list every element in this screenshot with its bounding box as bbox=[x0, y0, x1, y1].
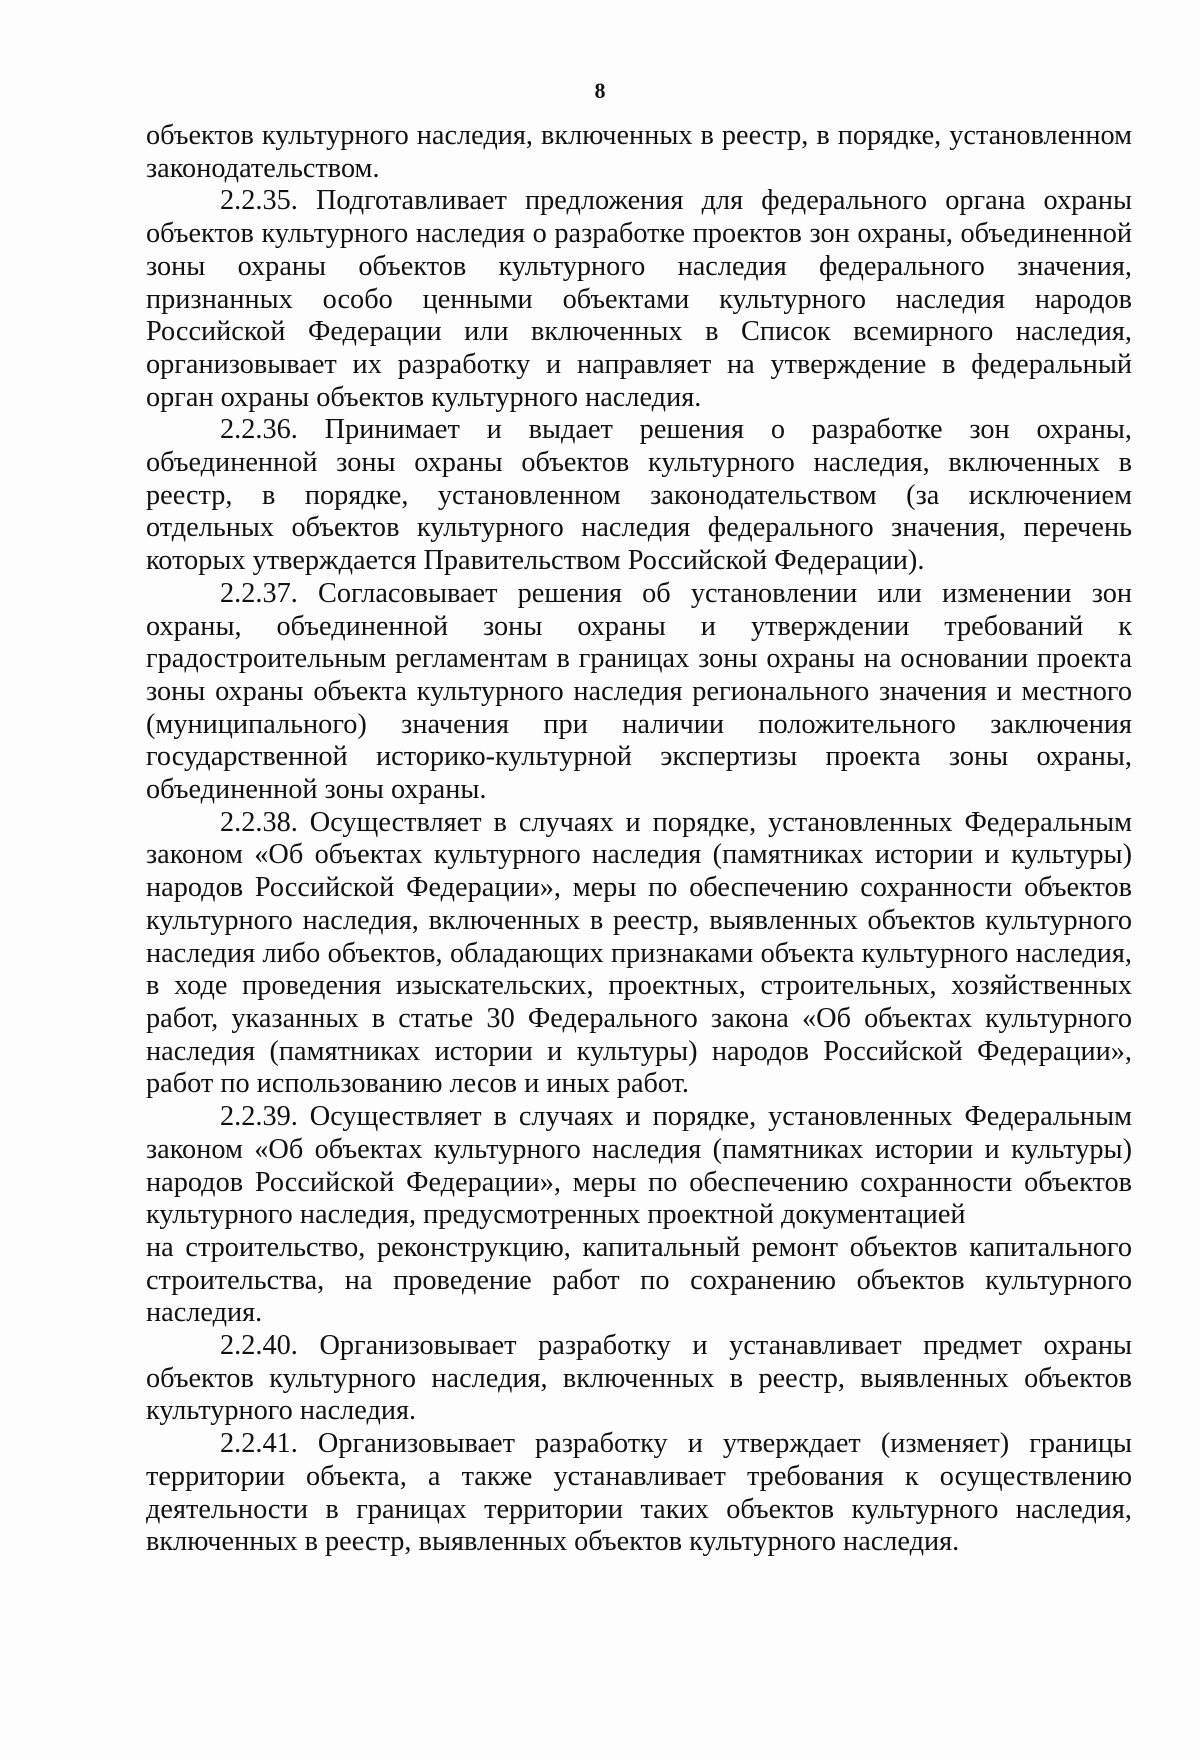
paragraph-number: 2.2.37. bbox=[220, 577, 298, 609]
paragraph-text: Организовывает разработку и устанавливает предмет охраны объектов культурного наследия, включенных в реестр, выявленных объектов культурного наследия. bbox=[146, 1330, 1132, 1427]
document-body bbox=[146, 120, 1132, 1559]
paragraph-2-2-36 bbox=[146, 414, 1132, 578]
paragraph-number: 2.2.36. bbox=[220, 414, 298, 446]
paragraph-text: Подготавливает предложения для федерального органа охраны объектов культурного наследия о разработке проектов зон охраны, объединенной зоны охраны объектов культурного наследия федерального значения, признанных особо ценными объектами культурного наследия народов Российской Федерации или включенных в Список всемирного наследия, организовывает их разработку и направляет на утверждение в федеральный орган охраны объектов культурного наследия. bbox=[146, 185, 1132, 413]
paragraph-2-2-41 bbox=[146, 1428, 1132, 1559]
paragraph-number: 2.2.39. bbox=[220, 1101, 298, 1133]
paragraph-text: Принимает и выдает решения о разработке зон охраны, объединенной зоны охраны объектов культурного наследия, включенных в реестр, в порядке, установленном законодательством (за исключением отдельных объектов культурного наследия федерального значения, перечень которых утверждается Правительством Российской Федерации). bbox=[146, 414, 1132, 577]
paragraph-2-2-39-continuation: на строительство, реконструкцию, капитальный ремонт объектов капитального строительства, на проведение работ по сохранению объектов культурного наследия. bbox=[146, 1231, 1132, 1329]
paragraph-text: Осуществляет в случаях и порядке, установленных Федеральным законом «Об объектах культурного наследия (памятниках истории и культуры) народов Российской Федерации», меры по обеспечению сохранности объектов культурного наследия, предусмотренных проектной документацией bbox=[146, 1101, 1132, 1231]
paragraph-number: 2.2.41. bbox=[220, 1428, 298, 1460]
intro-continuation: объектов культурного наследия, включенных в реестр, в порядке, установленном законодательством. bbox=[146, 120, 1132, 184]
page-number: 8 bbox=[594, 78, 606, 103]
paragraph-2-2-40 bbox=[146, 1330, 1132, 1428]
paragraph-2-2-38 bbox=[146, 807, 1132, 1101]
paragraph-2-2-35 bbox=[146, 185, 1132, 414]
paragraph-2-2-39 bbox=[146, 1101, 1132, 1232]
paragraph-number: 2.2.38. bbox=[220, 806, 298, 838]
paragraph-text: Согласовывает решения об установлении или изменении зон охраны, объединенной зоны охраны и утверждении требований к градостроительным регламентам в границах зоны охраны на основании проекта зоны охраны объекта культурного наследия регионального значения и местного (муниципального) значения при наличии положительного заключения государственной историко-культурной экспертизы проекта зоны охраны, объединенной зоны охраны. bbox=[146, 577, 1133, 806]
paragraph-2-2-37 bbox=[146, 578, 1132, 807]
paragraph-number: 2.2.35. bbox=[220, 185, 298, 217]
paragraph-number: 2.2.40. bbox=[220, 1330, 298, 1362]
paragraph-text: Организовывает разработку и утверждает (изменяет) границы территории объекта, а также устанавливает требования к осуществлению деятельности в границах территории таких объектов культурного наследия, включенных в реестр, выявленных объектов культурного наследия. bbox=[146, 1428, 1133, 1558]
paragraph-text: Осуществляет в случаях и порядке, установленных Федеральным законом «Об объектах культурного наследия (памятниках истории и культуры) народов Российской Федерации», меры по обеспечению сохранности объектов культурного наследия, включенных в реестр, выявленных объектов культурного наследия либо объектов, обладающих признаками объекта культурного наследия, в ходе проведения изыскательских, проектных, строительных, хозяйственных работ, указанных в статье 30 Федерального закона «Об объектах культурного наследия (памятниках истории и культуры) народов Российской Федерации», работ по использованию лесов и иных работ. bbox=[146, 806, 1132, 1100]
